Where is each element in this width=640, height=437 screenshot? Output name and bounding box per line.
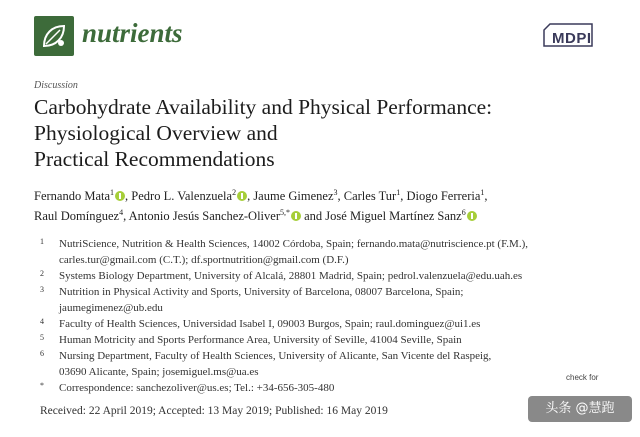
article-type: Discussion bbox=[34, 80, 78, 91]
author-name: Carles Tur bbox=[343, 189, 397, 203]
article-title bbox=[34, 94, 624, 172]
author-affiliation-sup: 1 bbox=[396, 187, 401, 197]
orcid-icon[interactable] bbox=[467, 211, 477, 221]
publication-dates: Received: 22 April 2019; Accepted: 13 May 2019; Published: 16 May 2019 bbox=[40, 405, 388, 417]
author-separator: , bbox=[247, 189, 254, 203]
affiliation-number: 4 bbox=[40, 317, 44, 326]
affiliation-number: 3 bbox=[40, 285, 44, 294]
affiliation-item bbox=[34, 380, 614, 396]
author-line bbox=[34, 186, 634, 206]
title-line: Physiological Overview and bbox=[34, 121, 278, 145]
publisher-name: MDPI bbox=[552, 30, 592, 47]
affiliation-text: Nutrition in Physical Activity and Sports, University of Barcelona, 08007 Barcelona, Spain; bbox=[59, 286, 464, 298]
orcid-icon[interactable] bbox=[115, 191, 125, 201]
affiliation-text: Correspondence: sanchezoliver@us.es; Tel.: +34-656-305-480 bbox=[59, 382, 335, 394]
author-separator: , bbox=[400, 189, 407, 203]
author-separator: , bbox=[337, 189, 344, 203]
author-name: Raul Domínguez bbox=[34, 209, 120, 223]
watermark: 头条 @慧跑 bbox=[528, 396, 632, 422]
affiliation-text: Systems Biology Department, University of Alcalá, 28801 Madrid, Spain; pedrol.valenzuela@edu.uah.es bbox=[59, 270, 523, 282]
affiliation-text: carles.tur@gmail.com (C.T.); df.sportnutrition@gmail.com (D.F.) bbox=[59, 254, 349, 266]
affiliation-item bbox=[34, 316, 614, 332]
affiliation-text: 03690 Alicante, Spain; josemiguel.ms@ua.es bbox=[59, 366, 259, 378]
affiliation-number: * bbox=[40, 381, 44, 390]
author-affiliation-sup: 1 bbox=[110, 187, 115, 197]
affiliation-text: Nursing Department, Faculty of Health Sciences, University of Alicante, San Vicente del Raspeig, bbox=[59, 350, 492, 362]
title-line: Carbohydrate Availability and Physical Performance: bbox=[34, 95, 493, 119]
orcid-icon[interactable] bbox=[291, 211, 301, 221]
author-name: Diogo Ferreria bbox=[406, 189, 481, 203]
affiliation-text: Human Motricity and Sports Performance Area, University of Seville, 41004 Seville, Spain bbox=[59, 334, 462, 346]
author-name: Pedro L. Valenzuela bbox=[131, 189, 233, 203]
author-name: Antonio Jesús Sanchez-Oliver bbox=[128, 209, 280, 223]
author-affiliation-sup: 6 bbox=[461, 207, 466, 217]
author-list bbox=[34, 186, 634, 226]
title-line: Practical Recommendations bbox=[34, 147, 275, 171]
affiliation-list bbox=[34, 236, 614, 396]
orcid-icon[interactable] bbox=[237, 191, 247, 201]
author-name: Fernando Mata bbox=[34, 189, 111, 203]
publisher-logo bbox=[540, 26, 596, 48]
journal-logo bbox=[34, 16, 74, 56]
author-affiliation-sup: 5,* bbox=[279, 207, 290, 217]
author-name: Jaume Gimenez bbox=[253, 189, 334, 203]
affiliation-number: 1 bbox=[40, 237, 44, 246]
affiliation-text: jaumegimenez@ub.edu bbox=[59, 302, 163, 314]
leaf-logo-icon bbox=[34, 16, 74, 56]
affiliation-number: 5 bbox=[40, 333, 44, 342]
author-separator: and bbox=[300, 209, 326, 223]
affiliation-item bbox=[34, 268, 614, 284]
journal-name: nutrients bbox=[82, 18, 183, 48]
author-separator: , bbox=[125, 189, 132, 203]
affiliation-item bbox=[34, 348, 614, 380]
affiliation-text: Faculty of Health Sciences, Universidad Isabel I, 09003 Burgos, Spain; raul.dominguez@ui1.es bbox=[59, 318, 481, 330]
author-name: José Miguel Martínez Sanz bbox=[325, 209, 462, 223]
author-separator: , bbox=[123, 209, 129, 223]
author-affiliation-sup: 2 bbox=[232, 187, 237, 197]
affiliation-number: 2 bbox=[40, 269, 44, 278]
affiliation-number: 6 bbox=[40, 349, 44, 358]
author-affiliation-sup: 4 bbox=[119, 207, 124, 217]
badge-line: check for bbox=[566, 373, 599, 382]
affiliation-item bbox=[34, 332, 614, 348]
affiliation-text: NutriScience, Nutrition & Health Sciences, 14002 Córdoba, Spain; fernando.mata@nutriscience.pt (F.M.), bbox=[59, 238, 528, 250]
affiliation-item bbox=[34, 284, 614, 316]
author-separator: , bbox=[484, 189, 488, 203]
author-affiliation-sup: 1 bbox=[480, 187, 485, 197]
author-line bbox=[34, 206, 634, 226]
affiliation-item bbox=[34, 236, 614, 268]
author-affiliation-sup: 3 bbox=[333, 187, 338, 197]
